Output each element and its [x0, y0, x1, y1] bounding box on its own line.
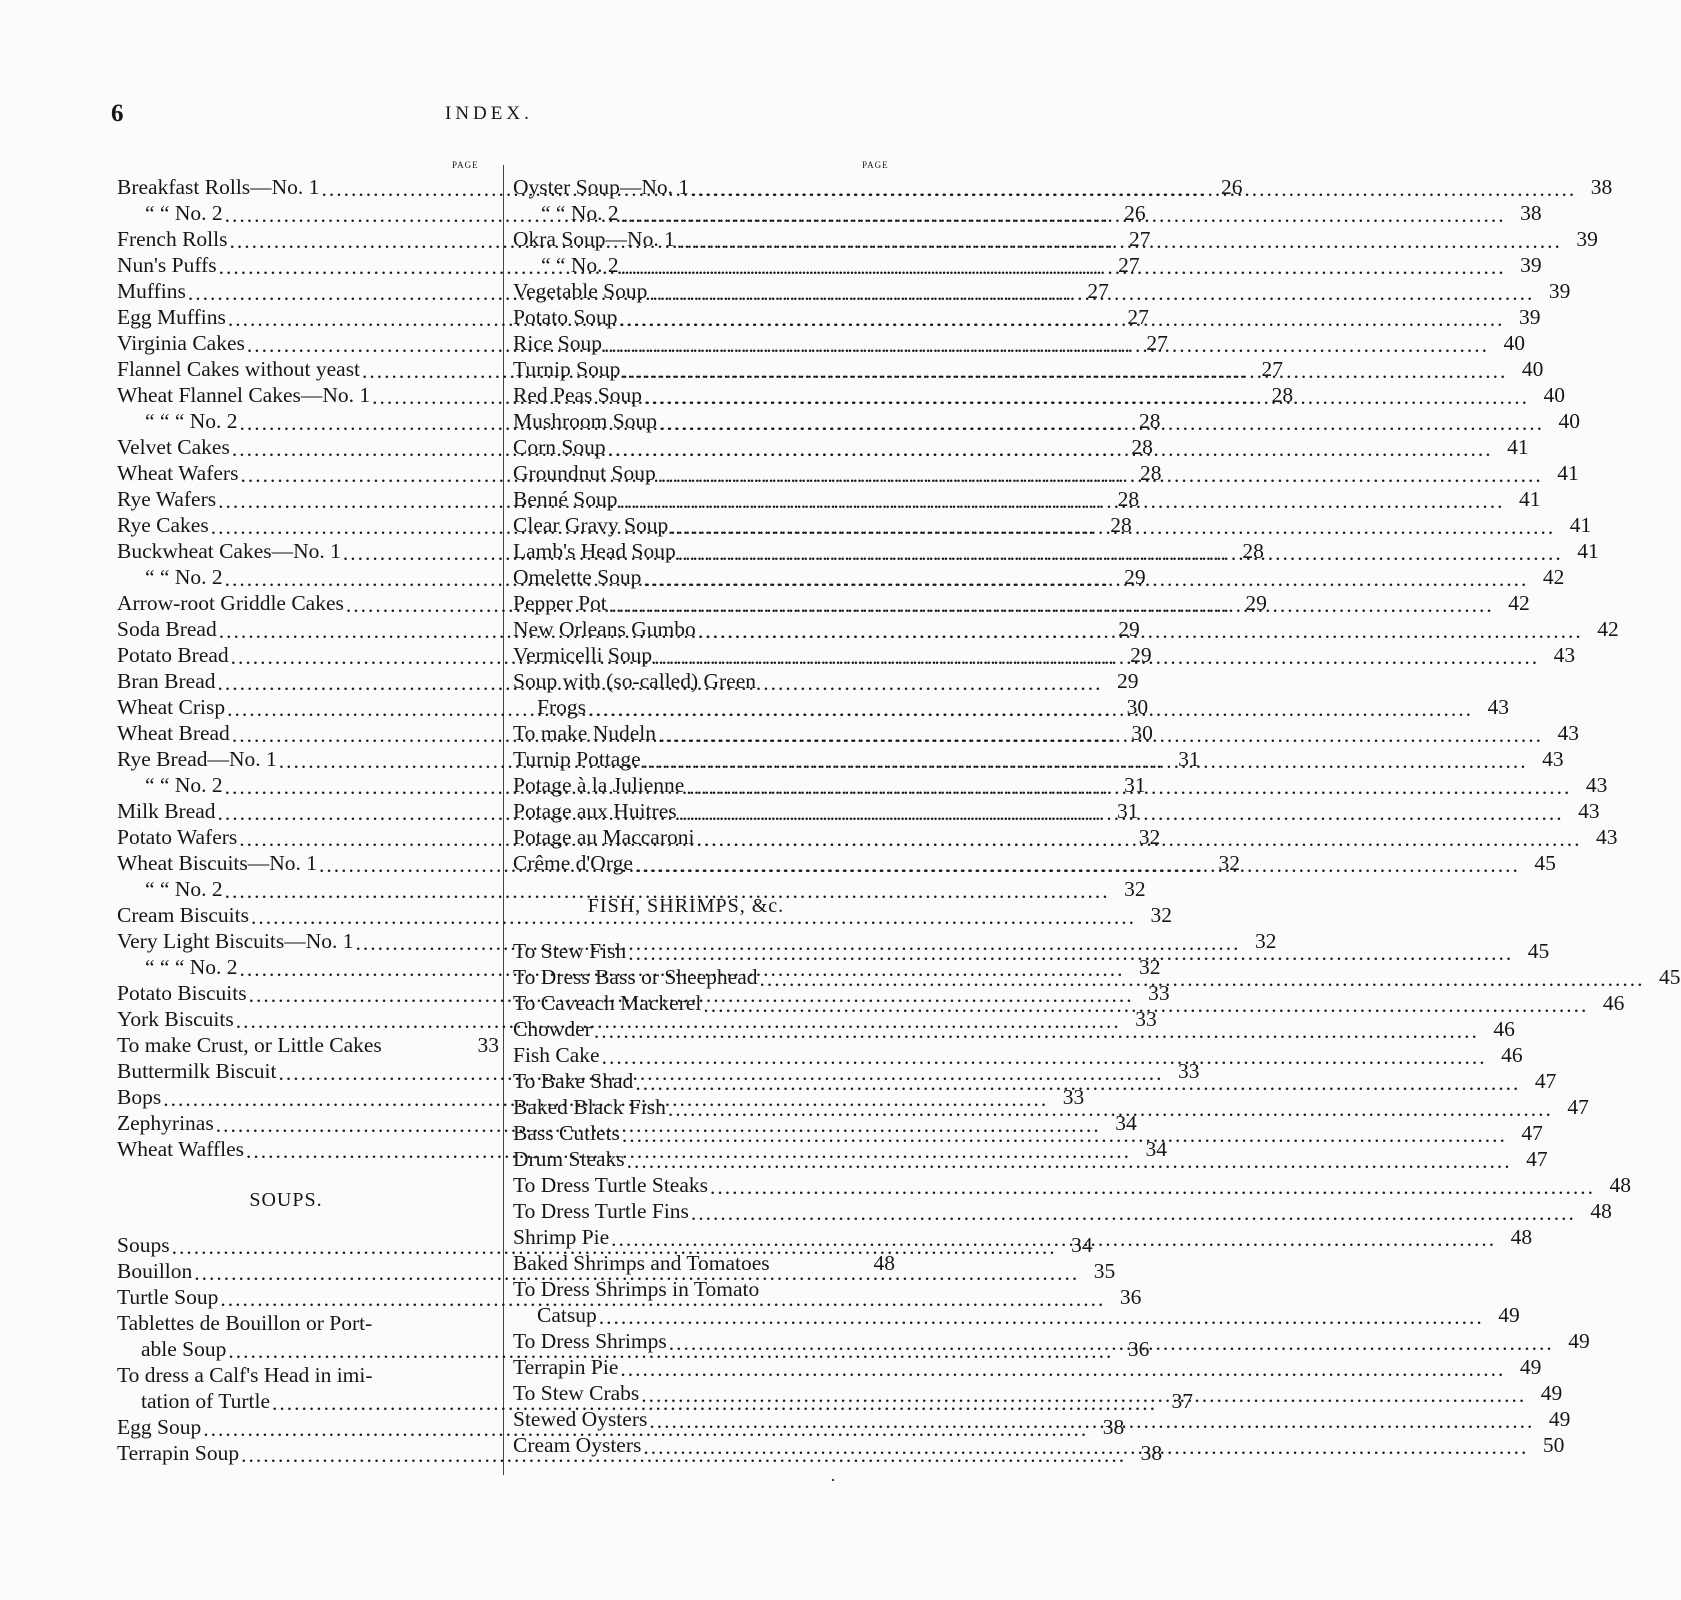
dot-leader — [620, 489, 1505, 511]
entry-title: Terrapin Soup — [117, 1441, 240, 1465]
entry-page-number: 32 — [1150, 903, 1172, 927]
entry-page-number: 30 — [1131, 721, 1153, 745]
entry-page-number: 48 — [873, 1251, 895, 1275]
entry-page-number: 28 — [1271, 383, 1294, 407]
dot-leader — [649, 281, 1534, 303]
page-title: INDEX. — [445, 103, 533, 124]
entry-title: Crême d'Orge — [513, 851, 633, 875]
entry-title: Red Peas Soup — [513, 383, 642, 407]
entry-page-number: 43 — [1487, 695, 1509, 719]
section-spacer — [513, 875, 895, 893]
dot-leader — [710, 1175, 1595, 1197]
entry-title: tation of Turtle — [141, 1389, 271, 1413]
dot-leader — [679, 801, 1564, 823]
entry-title: Potage aux Huitres — [513, 799, 677, 823]
entry-title: To Bake Shad — [513, 1069, 634, 1093]
dot-leader — [620, 1357, 1505, 1379]
dot-leader — [658, 723, 1543, 745]
entry-page-number: 41 — [1519, 487, 1541, 511]
entry-page-number: 34 — [1115, 1111, 1137, 1135]
entry-page-number: 32 — [1255, 929, 1277, 953]
dot-leader — [628, 941, 1513, 963]
dot-leader — [621, 203, 1506, 225]
dot-leader — [677, 229, 1562, 251]
dot-leader — [375, 1365, 463, 1387]
index-entry — [513, 1301, 1520, 1327]
entry-page-number: 46 — [1501, 1043, 1523, 1067]
entry-title: Baked Black Fish — [513, 1095, 666, 1119]
entry-title: Buttermilk Biscuit — [117, 1059, 277, 1083]
dot-leader — [627, 1149, 1512, 1171]
entry-title: Cream Oysters — [513, 1433, 642, 1457]
dot-leader — [622, 359, 1507, 381]
entry-page-number: 32 — [1218, 851, 1241, 875]
entry-page-number: 33 — [477, 1033, 499, 1057]
entry-title: Oyster Soup—No. 1 — [513, 175, 690, 199]
entry-title: To Dress Turtle Steaks — [513, 1173, 708, 1197]
entry-title: Bops — [117, 1085, 162, 1109]
entry-page-number: 27 — [1128, 227, 1151, 251]
entry-page-number: 27 — [1146, 331, 1168, 355]
entry-title: Arrow-root Griddle Cakes — [117, 591, 344, 615]
dot-leader — [621, 255, 1506, 277]
entry-title: Omelette Soup — [513, 565, 642, 589]
entry-page-number: 33 — [1148, 981, 1170, 1005]
entry-page-number: 28 — [1131, 435, 1153, 459]
dot-leader — [609, 593, 1494, 615]
entry-page-number: 26 — [1220, 175, 1243, 199]
dot-leader — [622, 1123, 1507, 1145]
dot-leader — [384, 1035, 463, 1057]
dot-leader — [588, 697, 1473, 719]
entry-page-number: 29 — [1124, 565, 1146, 589]
entry-page-number: 41 — [1577, 539, 1599, 563]
entry-page-number: 27 — [1127, 305, 1149, 329]
entry-title: Egg Muffins — [117, 305, 226, 329]
entry-page-number: 27 — [1261, 357, 1284, 381]
entry-page-number: 41 — [1507, 435, 1529, 459]
dot-leader — [772, 1253, 859, 1275]
entry-title: Potage à la Julienne — [513, 773, 685, 797]
entry-title: Bran Bread — [117, 669, 216, 693]
dot-leader — [643, 749, 1528, 771]
entry-title: Potage au Maccaroni — [513, 825, 695, 849]
dot-leader — [760, 967, 1645, 989]
entry-page-number: 41 — [1569, 513, 1592, 537]
entry-page-number: 48 — [1590, 1199, 1612, 1223]
entry-page-number: 29 — [1130, 643, 1152, 667]
left-page-column-head: PAGE — [452, 160, 479, 170]
dot-leader — [649, 1409, 1534, 1431]
dot-leader — [668, 1097, 1553, 1119]
entry-title: Bass Cutlets — [513, 1121, 620, 1145]
entry-title: Rice Soup — [513, 331, 602, 355]
entry-title: New Orleans Gumbo — [513, 617, 696, 641]
dot-leader — [620, 307, 1505, 329]
entry-title: Wheat Crisp — [117, 695, 226, 719]
entry-title: Catsup — [537, 1303, 597, 1327]
entry-title: Wheat Flannel Cakes—No. 1 — [117, 383, 371, 407]
entry-title: “ “ No. 2 — [541, 201, 619, 225]
entry-title: Virginia Cakes — [117, 331, 245, 355]
entry-title: To Dress Bass or Sheephead — [513, 965, 758, 989]
entry-title: Potato Bread — [117, 643, 229, 667]
entry-page-number: 35 — [1093, 1259, 1116, 1283]
entry-title: Rye Bread—No. 1 — [117, 747, 277, 771]
entry-page-number: 40 — [1521, 357, 1544, 381]
entry-title: Soda Bread — [117, 617, 217, 641]
entry-title: York Biscuits — [117, 1007, 234, 1031]
entry-page-number: 28 — [1242, 539, 1264, 563]
stray-mark: · — [830, 1470, 836, 1490]
dot-leader — [669, 1331, 1554, 1353]
entry-page-number: 30 — [1126, 695, 1149, 719]
entry-title: Soups — [117, 1233, 170, 1257]
dot-leader — [599, 1305, 1484, 1327]
dot-leader — [641, 1383, 1526, 1405]
entry-title: Mushroom Soup — [513, 409, 657, 433]
dot-leader — [608, 437, 1493, 459]
dot-leader — [670, 515, 1555, 537]
entry-title: Corn Soup — [513, 435, 606, 459]
entry-page-number: 47 — [1526, 1147, 1548, 1171]
entry-title: Very Light Biscuits—No. 1 — [117, 929, 354, 953]
entry-title: Wheat Wafers — [117, 461, 239, 485]
entry-page-number: 47 — [1521, 1121, 1543, 1145]
entry-title: Fish Cake — [513, 1043, 600, 1067]
dot-leader — [698, 619, 1583, 641]
dot-leader — [654, 645, 1539, 667]
entry-title: “ “ No. 2 — [541, 253, 619, 277]
entry-page-number: 42 — [1597, 617, 1619, 641]
entry-page-number: 42 — [1508, 591, 1530, 615]
dot-leader — [659, 411, 1544, 433]
entry-title: To Dress Turtle Fins — [513, 1199, 689, 1223]
entry-title: Clear Gravy Soup — [513, 513, 669, 537]
entry-page-number: 48 — [1510, 1225, 1533, 1249]
index-entry — [117, 1031, 499, 1057]
dot-leader — [678, 541, 1563, 563]
entry-page-number: 49 — [1548, 1407, 1571, 1431]
entry-title: Milk Bread — [117, 799, 216, 823]
entry-title: Drum Steaks — [513, 1147, 625, 1171]
index-entry — [117, 1309, 499, 1335]
entry-page-number: 42 — [1542, 565, 1565, 589]
entry-title: Potato Wafers — [117, 825, 238, 849]
entry-page-number: 33 — [1135, 1007, 1157, 1031]
entry-title: Flannel Cakes without yeast — [117, 357, 361, 381]
entry-page-number: 37 — [1171, 1389, 1194, 1413]
entry-page-number: 33 — [1062, 1085, 1085, 1109]
entry-title: Bouillon — [117, 1259, 193, 1283]
index-entry — [513, 1197, 1612, 1223]
entry-title: To dress a Calf's Head in imi- — [117, 1363, 373, 1387]
entry-title: Tablettes de Bouillon or Port- — [117, 1311, 373, 1335]
entry-title: Wheat Biscuits—No. 1 — [117, 851, 318, 875]
section-heading: FISH, SHRIMPS, &c. — [587, 895, 785, 917]
entry-page-number: 26 — [1124, 201, 1146, 225]
entry-page-number: 27 — [1087, 279, 1109, 303]
entry-page-number: 49 — [1519, 1355, 1542, 1379]
entry-page-number: 38 — [1102, 1415, 1125, 1439]
dot-leader — [761, 1279, 859, 1301]
entry-page-number: 43 — [1585, 773, 1608, 797]
dot-leader — [658, 463, 1543, 485]
entry-title: Frogs — [537, 695, 586, 719]
entry-title: To Dress Shrimps — [513, 1329, 667, 1353]
dot-leader — [691, 1201, 1576, 1223]
entry-title: Cream Biscuits — [117, 903, 249, 927]
entry-page-number: 32 — [1138, 825, 1161, 849]
entry-title: Velvet Cakes — [117, 435, 230, 459]
entry-page-number: 38 — [1590, 175, 1613, 199]
entry-title: Zephyrinas — [117, 1111, 214, 1135]
index-entry — [513, 1171, 1631, 1197]
entry-title: Vermicelli Soup — [513, 643, 653, 667]
entry-page-number: 50 — [1542, 1433, 1565, 1457]
entry-page-number: 29 — [1118, 617, 1140, 641]
entry-title: Vegetable Soup — [513, 279, 648, 303]
entry-title: To make Nudeln — [513, 721, 656, 745]
entry-title: Groundnut Soup — [513, 461, 656, 485]
dot-leader — [602, 1045, 1487, 1067]
right-page-column-head: PAGE — [862, 160, 889, 170]
entry-title: Pepper Pot — [513, 591, 607, 615]
index-entry — [117, 199, 1146, 225]
entry-page-number: 49 — [1498, 1303, 1520, 1327]
entry-page-number: 31 — [1117, 799, 1139, 823]
entry-page-number: 36 — [1127, 1337, 1150, 1361]
entry-title: Wheat Waffles — [117, 1137, 245, 1161]
entry-page-number: 45 — [1527, 939, 1550, 963]
entry-title: “ “ “ No. 2 — [145, 955, 238, 979]
dot-leader — [643, 567, 1528, 589]
entry-page-number: 34 — [1071, 1233, 1093, 1257]
entry-page-number: 43 — [1557, 721, 1579, 745]
entry-page-number: 47 — [1534, 1069, 1557, 1093]
dot-leader — [594, 1019, 1479, 1041]
entry-title: Shrimp Pie — [513, 1225, 610, 1249]
entry-title: Rye Cakes — [117, 513, 209, 537]
dot-leader — [635, 1071, 1520, 1093]
section-heading: SOUPS. — [249, 1189, 323, 1211]
entry-page-number: 31 — [1124, 773, 1146, 797]
entry-title: Baked Shrimps and Tomatoes — [513, 1251, 770, 1275]
dot-leader — [611, 1227, 1496, 1249]
entry-page-number: 41 — [1557, 461, 1579, 485]
entry-page-number: 28 — [1110, 513, 1132, 537]
index-entry — [513, 1275, 895, 1301]
entry-title: Turnip Soup — [513, 357, 621, 381]
dot-leader — [691, 177, 1576, 199]
entry-page-number: 43 — [1595, 825, 1618, 849]
entry-title: Stewed Oysters — [513, 1407, 648, 1431]
entry-title: Benné Soup — [513, 487, 618, 511]
entry-page-number: 39 — [1548, 279, 1571, 303]
entry-title: Turtle Soup — [117, 1285, 219, 1309]
entry-title: To Caveach Mackerel — [513, 991, 702, 1015]
entry-page-number: 28 — [1117, 487, 1140, 511]
index-entry — [513, 1041, 1523, 1067]
entry-title: To Stew Fish — [513, 939, 627, 963]
dot-leader — [604, 333, 1489, 355]
entry-page-number: 40 — [1503, 331, 1525, 355]
entry-page-number: 29 — [1117, 669, 1139, 693]
entry-page-number: 43 — [1542, 747, 1564, 771]
section-spacer — [117, 1161, 499, 1187]
entry-page-number: 28 — [1139, 461, 1162, 485]
entry-title: Muffins — [117, 279, 186, 303]
entry-page-number: 38 — [1140, 1441, 1163, 1465]
entry-title: Soup with (so-called) Green — [513, 669, 756, 693]
entry-title: “ “ “ No. 2 — [145, 409, 238, 433]
entry-title: Breakfast Rolls—No. 1 — [117, 175, 320, 199]
entry-title: Turnip Pottage — [513, 747, 641, 771]
entry-title: able Soup — [141, 1337, 227, 1361]
section-spacer — [117, 1213, 499, 1231]
entry-title: Chowder — [513, 1017, 592, 1041]
entry-title: Nun's Puffs — [117, 253, 217, 277]
dot-leader — [686, 775, 1571, 797]
entry-page-number: 38 — [1520, 201, 1542, 225]
index-entry — [513, 667, 895, 693]
entry-page-number: 28 — [1139, 409, 1161, 433]
entry-page-number: 40 — [1543, 383, 1565, 407]
section-spacer — [513, 919, 895, 937]
dot-leader — [635, 853, 1520, 875]
page-number: 6 — [111, 100, 124, 127]
entry-page-number: 48 — [1609, 1173, 1631, 1197]
entry-title: Buckwheat Cakes—No. 1 — [117, 539, 341, 563]
entry-title: Terrapin Pie — [513, 1355, 619, 1379]
entry-title: To Dress Shrimps in Tomato — [513, 1277, 760, 1301]
entry-page-number: 49 — [1540, 1381, 1563, 1405]
entry-title: Potato Biscuits — [117, 981, 247, 1005]
entry-title: Okra Soup—No. 1 — [513, 227, 675, 251]
entry-page-number: 33 — [1177, 1059, 1200, 1083]
index-entry — [117, 1361, 499, 1387]
entry-page-number: 46 — [1602, 991, 1625, 1015]
entry-title: “ “ No. 2 — [145, 565, 223, 589]
entry-page-number: 49 — [1568, 1329, 1590, 1353]
dot-leader — [374, 1313, 463, 1335]
entry-page-number: 47 — [1567, 1095, 1589, 1119]
entry-page-number: 36 — [1119, 1285, 1142, 1309]
entry-page-number: 46 — [1493, 1017, 1515, 1041]
entry-page-number: 45 — [1534, 851, 1556, 875]
entry-page-number: 39 — [1520, 253, 1542, 277]
entry-title: Rye Wafers — [117, 487, 217, 511]
entry-page-number: 40 — [1558, 409, 1580, 433]
entry-page-number: 27 — [1118, 253, 1140, 277]
entry-page-number: 39 — [1519, 305, 1541, 329]
dot-leader — [703, 993, 1588, 1015]
dot-leader — [644, 385, 1529, 407]
entry-title: To make Crust, or Little Cakes — [117, 1033, 382, 1057]
entry-page-number: 32 — [1139, 955, 1161, 979]
entry-title: “ “ No. 2 — [145, 201, 223, 225]
entry-page-number: 29 — [1245, 591, 1267, 615]
index-entry — [513, 1353, 1542, 1379]
entry-title: Wheat Bread — [117, 721, 230, 745]
entry-page-number: 31 — [1178, 747, 1200, 771]
entry-title: Potato Soup — [513, 305, 618, 329]
entry-page-number: 43 — [1578, 799, 1600, 823]
entry-title: “ “ No. 2 — [145, 877, 223, 901]
entry-page-number: 45 — [1659, 965, 1681, 989]
entry-title: “ “ No. 2 — [145, 773, 223, 797]
entry-title: French Rolls — [117, 227, 228, 251]
index-entry — [117, 875, 1146, 901]
dot-leader — [696, 827, 1581, 849]
entry-page-number: 34 — [1145, 1137, 1168, 1161]
index-entry — [513, 1249, 895, 1275]
entry-page-number: 32 — [1124, 877, 1146, 901]
dot-leader — [758, 671, 859, 693]
dot-leader — [643, 1435, 1528, 1457]
entry-page-number: 43 — [1553, 643, 1576, 667]
entry-page-number: 39 — [1576, 227, 1598, 251]
entry-title: Egg Soup — [117, 1415, 202, 1439]
entry-title: To Stew Crabs — [513, 1381, 640, 1405]
entry-title: Lamb's Head Soup — [513, 539, 676, 563]
